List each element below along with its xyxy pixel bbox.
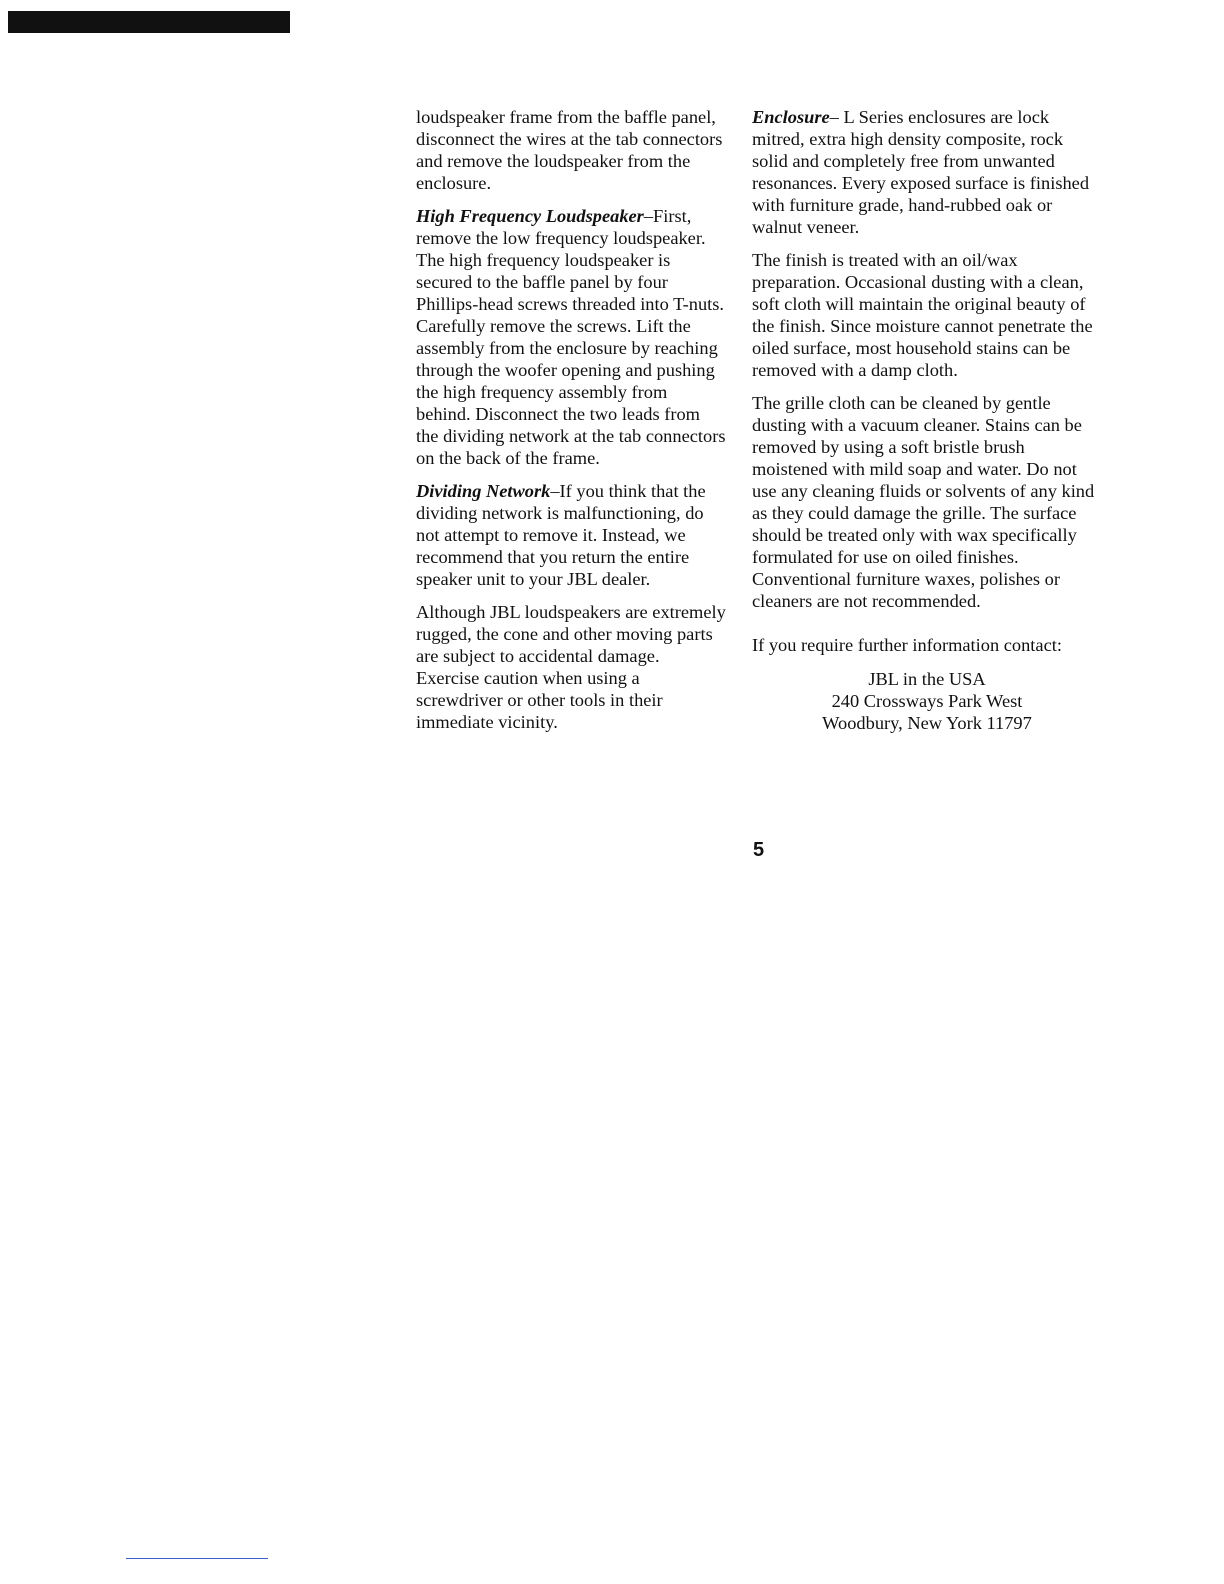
- text-high-frequency-body: –First, remove the low frequency loudspeaker. The high frequency loudspeaker is secured to the baffle panel by four Phillips-head screws threaded into T-nuts. Carefully remove the screws. Lift the assembly from the enclosure by reaching through the woofer opening and pushing the high frequency assembly from behind. Disconnect the two leads from the dividing network at the tab connectors on the back of the frame.: [416, 206, 726, 468]
- contact-address: [752, 668, 1102, 734]
- text-dividing-network-body: –If you think that the dividing network is malfunctioning, do not attempt to remove it. Instead, we recommend that you return the entire speaker unit to your JBL dealer.: [416, 481, 706, 589]
- contact-intro: If you require further information contact:: [752, 635, 1062, 655]
- address-line-3: Woodbury, New York 11797: [822, 713, 1032, 733]
- left-column: [416, 106, 726, 744]
- paragraph-high-frequency: [416, 205, 726, 469]
- paragraph-frame-removal: loudspeaker frame from the baffle panel, disconnect the wires at the tab connectors and remove the loudspeaker from the enclosure.: [416, 107, 723, 193]
- paragraph-dividing-network: [416, 480, 726, 590]
- right-column: [752, 106, 1102, 734]
- page-number: 5: [753, 839, 765, 861]
- footer-rule: [126, 1558, 268, 1559]
- address-line-2: 240 Crossways Park West: [831, 691, 1023, 711]
- heading-enclosure: Enclosure: [752, 107, 830, 127]
- paragraph-enclosure: [752, 106, 1102, 238]
- paragraph-finish-care: The finish is treated with an oil/wax preparation. Occasional dusting with a clean, soft cloth will maintain the original beauty of the finish. Since moisture cannot penetrate the oiled surface, most household stains can be removed with a damp cloth.: [752, 250, 1093, 380]
- header-black-bar: [8, 11, 290, 33]
- text-enclosure-body: – L Series enclosures are lock mitred, extra high density composite, rock solid and completely free from unwanted resonances. Every exposed surface is finished with furniture grade, hand-rubbed oak or walnut veneer.: [752, 107, 1090, 237]
- heading-high-frequency-loudspeaker: High Frequency Loudspeaker: [416, 206, 644, 226]
- paragraph-grille-care: The grille cloth can be cleaned by gentle dusting with a vacuum cleaner. Stains can be removed by using a soft bristle brush moistened with mild soap and water. Do not use any cleaning fluids or solvents of any kind as they could damage the grille. The surface should be treated only with wax specifically formulated for use on oiled finishes. Conventional furniture waxes, polishes or cleaners are not recommended.: [752, 393, 1095, 611]
- address-line-1: JBL in the USA: [868, 669, 986, 689]
- paragraph-caution: Although JBL loudspeakers are extremely rugged, the cone and other moving parts are subject to accidental damage. Exercise caution when using a screwdriver or other tools in their immediate vicinity.: [416, 602, 726, 732]
- heading-dividing-network: Dividing Network: [416, 481, 551, 501]
